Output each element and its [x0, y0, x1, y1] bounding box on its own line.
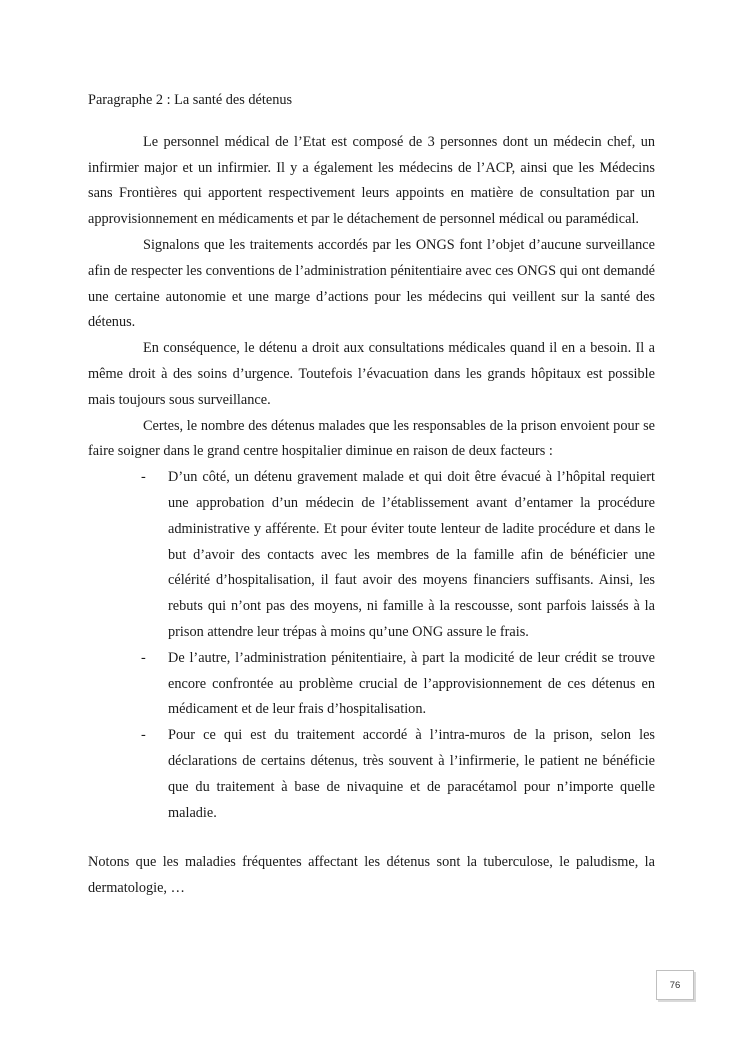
bullet-dash: -	[141, 727, 146, 744]
list-item-text: De l’autre, l’administration pénitentiaire, à part la modicité de leur crédit se trouve encore confrontée au problème crucial de l’approvisionnement de ces détenus en médicament et de leur frais d’hospitalisation.	[168, 649, 655, 718]
paragraph-medical-staff: Le personnel médical de l’Etat est composé de 3 personnes dont un médecin chef, un infirmier major et un infirmier. Il y a également les médecins de l’ACP, ainsi que les Médecins sans Frontières qui apportent respectivement leurs appoints en matière de consultation par un approvisionnement en médicaments et par le détachement de personnel médical ou paramédical.	[88, 133, 655, 228]
paragraph-factors-intro: Certes, le nombre des détenus malades que les responsables de la prison envoient pour se faire soigner dans le grand centre hospitalier diminue en raison de deux facteurs :	[88, 417, 655, 460]
list-item	[88, 723, 655, 826]
page-number: 76	[656, 970, 694, 1000]
paragraph-consultation-rights: En conséquence, le détenu a droit aux consultations médicales quand il en a besoin. Il a même droit à des soins d’urgence. Toutefois l’évacuation dans les grands hôpitaux est possible mais toujours sous surveillance.	[88, 340, 655, 408]
bullet-dash: -	[141, 469, 146, 486]
factors-list	[88, 465, 655, 826]
list-item-text: Pour ce qui est du traitement accordé à l’intra-muros de la prison, selon les déclarations de certains détenus, très souvent à l’infirmerie, le patient ne bénéficie que du traitement à base de nivaquine et de paracétamol pour n’importe quelle maladie.	[168, 727, 655, 821]
paragraph-ngo-treatment: Signalons que les traitements accordés par les ONGS font l’objet d’aucune surveillance afin de respecter les conventions de l’administration pénitentiaire avec ces ONGS qui ont demandé une certaine autonomie et une marge d’actions pour les médecins qui veillent sur la santé des détenus.	[88, 236, 655, 331]
bullet-dash: -	[141, 649, 146, 666]
list-item-text: D’un côté, un détenu gravement malade et qui doit être évacué à l’hôpital requiert une approbation d’un médecin de l’établissement avant d’entamer la procédure administrative y afférente. Et pour éviter toute lenteur de ladite procédure et dans le but d’avoir des contacts avec les membres de la famille afin de bénéficier une célérité d’hospitalisation, il faut avoir des moyens financiers suffisants. Ainsi, les rebuts qui n’ont pas des moyens, ni famille à la rescousse, sont parfois laissés à la prison attendre leur trépas à moins qu’une ONG assure le frais.	[168, 469, 655, 640]
list-item	[88, 646, 655, 723]
section-heading: Paragraphe 2 : La santé des détenus	[88, 92, 293, 108]
paragraph-frequent-diseases: Notons que les maladies fréquentes affectant les détenus sont la tuberculose, le paludisme, la dermatologie, …	[88, 854, 655, 897]
list-item	[88, 465, 655, 646]
page-body	[88, 88, 655, 902]
